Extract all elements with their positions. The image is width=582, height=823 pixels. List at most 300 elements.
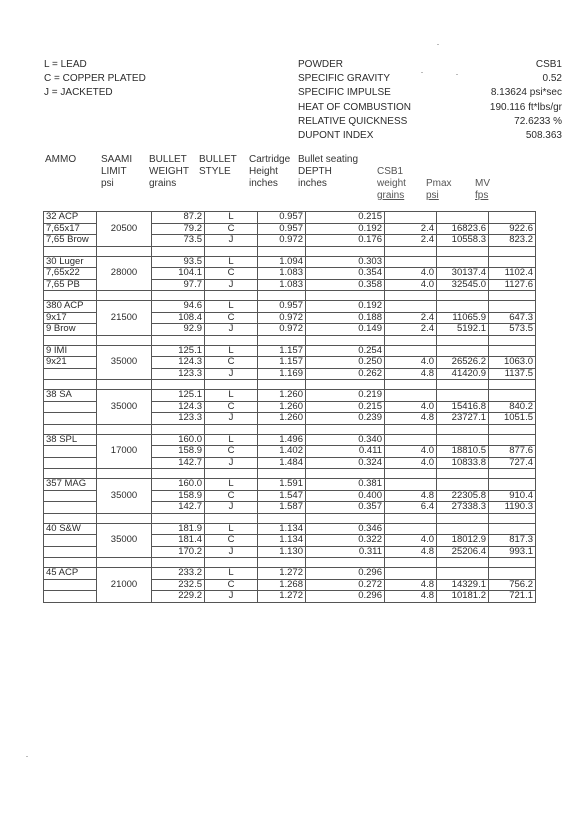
depth-cell: 0.296 (306, 568, 385, 580)
weight-cell: 97.7 (152, 279, 205, 291)
height-cell: 1.157 (258, 345, 306, 357)
ammo-cell: 9x21 (44, 357, 97, 369)
height-cell: 1.130 (258, 546, 306, 558)
ammo-cell: 380 ACP (44, 301, 97, 313)
ammo-cell (44, 413, 97, 425)
csb1-cell: 4.0 (385, 279, 437, 291)
saami-limit-cell (97, 523, 152, 535)
separator-cell (97, 291, 152, 301)
style-cell: J (205, 546, 258, 558)
specific-impulse-value: 8.13624 psi*sec (490, 87, 562, 99)
style-cell: L (205, 523, 258, 535)
depth-cell: 0.262 (306, 368, 385, 380)
specific-impulse-label: SPECIFIC IMPULSE (298, 87, 391, 99)
depth-cell: 0.176 (306, 235, 385, 247)
mv-cell: 727.4 (489, 457, 536, 469)
weight-cell: 160.0 (152, 479, 205, 491)
style-cell: C (205, 535, 258, 547)
table-row (44, 579, 536, 591)
pmax-cell (437, 479, 489, 491)
pmax-cell: 16823.6 (437, 223, 489, 235)
depth-cell: 0.219 (306, 390, 385, 402)
table-row (44, 212, 536, 224)
separator-cell (152, 380, 205, 390)
depth-cell: 0.149 (306, 324, 385, 336)
table-row (44, 401, 536, 413)
saami-limit-cell: 17000 (97, 446, 152, 458)
csb1-cell: 2.4 (385, 235, 437, 247)
separator-cell (437, 246, 489, 256)
csb1-cell: 4.8 (385, 546, 437, 558)
height-cell: 0.972 (258, 324, 306, 336)
separator-cell (489, 380, 536, 390)
weight-cell: 181.9 (152, 523, 205, 535)
ammo-cell: 9x17 (44, 312, 97, 324)
saami-limit-cell (97, 434, 152, 446)
ammo-cell: 7,65 Brow (44, 235, 97, 247)
saami-limit-cell: 35000 (97, 535, 152, 547)
header-csb1-line1: CSB1 (377, 166, 404, 177)
table-row (44, 301, 536, 313)
weight-cell: 181.4 (152, 535, 205, 547)
separator-cell (258, 246, 306, 256)
height-cell: 0.957 (258, 223, 306, 235)
depth-cell: 0.322 (306, 535, 385, 547)
specific-gravity-label: SPECIFIC GRAVITY (298, 73, 391, 85)
group-separator (44, 513, 536, 523)
ammo-cell: 40 S&W (44, 523, 97, 535)
mv-cell: 1051.5 (489, 413, 536, 425)
pmax-cell: 10181.2 (437, 591, 489, 603)
separator-cell (44, 469, 97, 479)
pmax-cell (437, 345, 489, 357)
header-pmax-line1: Pmax (426, 178, 452, 189)
weight-cell: 158.9 (152, 490, 205, 502)
separator-cell (205, 380, 258, 390)
separator-cell (489, 469, 536, 479)
csb1-cell (385, 434, 437, 446)
separator-cell (489, 335, 536, 345)
saami-limit-cell (97, 546, 152, 558)
mv-cell: 573.5 (489, 324, 536, 336)
style-cell: J (205, 324, 258, 336)
csb1-cell (385, 301, 437, 313)
csb1-cell: 4.0 (385, 457, 437, 469)
csb1-cell: 4.8 (385, 368, 437, 380)
table-row (44, 357, 536, 369)
depth-cell: 0.192 (306, 301, 385, 313)
pmax-cell: 18012.9 (437, 535, 489, 547)
saami-limit-cell: 21500 (97, 312, 152, 324)
separator-cell (97, 424, 152, 434)
table-row (44, 390, 536, 402)
separator-cell (385, 424, 437, 434)
style-cell: C (205, 446, 258, 458)
style-cell: C (205, 579, 258, 591)
header-seating-line2: DEPTH (298, 166, 332, 177)
table-row (44, 235, 536, 247)
csb1-cell: 4.8 (385, 591, 437, 603)
mv-cell (489, 301, 536, 313)
style-cell: C (205, 490, 258, 502)
weight-cell: 73.5 (152, 235, 205, 247)
saami-limit-cell: 21000 (97, 579, 152, 591)
style-cell: C (205, 268, 258, 280)
ammo-cell (44, 368, 97, 380)
mv-cell: 823.2 (489, 235, 536, 247)
height-cell: 1.169 (258, 368, 306, 380)
mv-cell: 756.2 (489, 579, 536, 591)
separator-cell (152, 469, 205, 479)
csb1-cell (385, 390, 437, 402)
pmax-cell: 32545.0 (437, 279, 489, 291)
pmax-cell (437, 256, 489, 268)
style-cell: J (205, 591, 258, 603)
ammo-cell (44, 502, 97, 514)
csb1-cell (385, 212, 437, 224)
pmax-cell (437, 434, 489, 446)
pmax-cell: 27338.3 (437, 502, 489, 514)
ammo-cell (44, 546, 97, 558)
header-bullet-weight-line1: BULLET (149, 154, 187, 165)
saami-limit-cell (97, 568, 152, 580)
legend (44, 58, 146, 100)
saami-limit-cell (97, 324, 152, 336)
height-cell: 1.496 (258, 434, 306, 446)
weight-cell: 92.9 (152, 324, 205, 336)
header-ammo: AMMO (45, 154, 77, 165)
csb1-cell: 2.4 (385, 223, 437, 235)
weight-cell: 79.2 (152, 223, 205, 235)
header-cartridge-height (249, 154, 290, 190)
depth-cell: 0.250 (306, 357, 385, 369)
table-row (44, 523, 536, 535)
style-cell: L (205, 345, 258, 357)
separator-cell (152, 246, 205, 256)
mv-cell: 1063.0 (489, 357, 536, 369)
separator-cell (44, 558, 97, 568)
weight-cell: 93.5 (152, 256, 205, 268)
header-cartridge-line3: inches (249, 178, 278, 189)
mv-cell (489, 568, 536, 580)
header-cartridge-line2: Height (249, 166, 278, 177)
header-saami-line2: LIMIT (101, 166, 127, 177)
weight-cell: 125.1 (152, 345, 205, 357)
separator-cell (385, 291, 437, 301)
header-pmax (426, 178, 452, 202)
ammo-cell (44, 457, 97, 469)
style-cell: L (205, 301, 258, 313)
powder-info-values (484, 58, 562, 143)
separator-cell (306, 380, 385, 390)
ammo-cell (44, 579, 97, 591)
separator-cell (205, 469, 258, 479)
header-bullet-weight-line2: WEIGHT (149, 166, 189, 177)
saami-limit-cell (97, 502, 152, 514)
table-row (44, 345, 536, 357)
table-row (44, 535, 536, 547)
weight-cell: 160.0 (152, 434, 205, 446)
dupont-index-label: DUPONT INDEX (298, 130, 374, 142)
separator-cell (205, 513, 258, 523)
height-cell: 0.957 (258, 301, 306, 313)
depth-cell: 0.254 (306, 345, 385, 357)
saami-limit-cell (97, 413, 152, 425)
separator-cell (97, 335, 152, 345)
weight-cell: 170.2 (152, 546, 205, 558)
ammo-cell: 32 ACP (44, 212, 97, 224)
separator-cell (489, 513, 536, 523)
pmax-cell: 10558.3 (437, 235, 489, 247)
separator-cell (44, 335, 97, 345)
saami-limit-cell (97, 390, 152, 402)
separator-cell (306, 335, 385, 345)
mv-cell (489, 212, 536, 224)
scan-speck (456, 74, 458, 75)
height-cell: 1.268 (258, 579, 306, 591)
separator-cell (437, 380, 489, 390)
mv-cell: 721.1 (489, 591, 536, 603)
separator-cell (152, 424, 205, 434)
table-row (44, 368, 536, 380)
separator-cell (44, 513, 97, 523)
mv-cell: 910.4 (489, 490, 536, 502)
table-row (44, 268, 536, 280)
mv-cell (489, 390, 536, 402)
separator-cell (258, 469, 306, 479)
pmax-cell: 23727.1 (437, 413, 489, 425)
header-mv-line1: MV (475, 178, 490, 189)
weight-cell: 158.9 (152, 446, 205, 458)
header-saami-line1: SAAMI (101, 154, 133, 165)
weight-cell: 94.6 (152, 301, 205, 313)
heat-of-combustion-label: HEAT OF COMBUSTION (298, 101, 411, 113)
scan-speck (26, 756, 28, 757)
height-cell: 0.972 (258, 312, 306, 324)
separator-cell (306, 513, 385, 523)
ammo-cell: 357 MAG (44, 479, 97, 491)
separator-cell (258, 558, 306, 568)
separator-cell (385, 335, 437, 345)
saami-limit-cell (97, 256, 152, 268)
saami-limit-cell (97, 235, 152, 247)
separator-cell (306, 558, 385, 568)
saami-limit-cell: 35000 (97, 490, 152, 502)
separator-cell (152, 291, 205, 301)
style-cell: L (205, 434, 258, 446)
weight-cell: 142.7 (152, 502, 205, 514)
height-cell: 1.547 (258, 490, 306, 502)
group-separator (44, 246, 536, 256)
weight-cell: 87.2 (152, 212, 205, 224)
weight-cell: 125.1 (152, 390, 205, 402)
separator-cell (97, 469, 152, 479)
mv-cell: 877.6 (489, 446, 536, 458)
header-seating-depth (298, 154, 358, 190)
style-cell: L (205, 390, 258, 402)
saami-limit-cell (97, 368, 152, 380)
height-cell: 1.260 (258, 413, 306, 425)
group-separator (44, 380, 536, 390)
relative-quickness-value: 72.6233 % (514, 115, 562, 127)
group-separator (44, 335, 536, 345)
height-cell: 1.094 (258, 256, 306, 268)
scan-speck (437, 44, 439, 45)
separator-cell (437, 469, 489, 479)
style-cell: C (205, 357, 258, 369)
mv-cell: 647.3 (489, 312, 536, 324)
header-csb1-line3: grains (377, 190, 405, 201)
ammo-cell (44, 490, 97, 502)
group-separator (44, 558, 536, 568)
weight-cell: 123.3 (152, 413, 205, 425)
separator-cell (97, 380, 152, 390)
csb1-cell (385, 523, 437, 535)
depth-cell: 0.357 (306, 502, 385, 514)
powder-info-labels (298, 58, 411, 143)
depth-cell: 0.400 (306, 490, 385, 502)
saami-limit-cell: 35000 (97, 401, 152, 413)
style-cell: L (205, 568, 258, 580)
weight-cell: 104.1 (152, 268, 205, 280)
separator-cell (385, 246, 437, 256)
separator-cell (258, 424, 306, 434)
separator-cell (97, 558, 152, 568)
weight-cell: 124.3 (152, 357, 205, 369)
weight-cell: 123.3 (152, 368, 205, 380)
separator-cell (97, 246, 152, 256)
dupont-index-value: 508.363 (525, 130, 562, 142)
mv-cell: 1137.5 (489, 368, 536, 380)
depth-cell: 0.239 (306, 413, 385, 425)
header-seating-line1: Bullet seating (298, 154, 359, 165)
pmax-cell: 25206.4 (437, 546, 489, 558)
separator-cell (489, 246, 536, 256)
mv-cell: 922.6 (489, 223, 536, 235)
saami-limit-cell (97, 212, 152, 224)
separator-cell (97, 513, 152, 523)
csb1-cell (385, 345, 437, 357)
separator-cell (306, 246, 385, 256)
pmax-cell (437, 301, 489, 313)
specific-gravity-value: 0.52 (542, 73, 562, 85)
separator-cell (152, 513, 205, 523)
depth-cell: 0.340 (306, 434, 385, 446)
height-cell: 1.402 (258, 446, 306, 458)
csb1-cell: 4.0 (385, 446, 437, 458)
separator-cell (385, 513, 437, 523)
style-cell: J (205, 235, 258, 247)
csb1-cell (385, 256, 437, 268)
weight-cell: 233.2 (152, 568, 205, 580)
mv-cell: 817.3 (489, 535, 536, 547)
depth-cell: 0.296 (306, 591, 385, 603)
depth-cell: 0.215 (306, 212, 385, 224)
pmax-cell (437, 568, 489, 580)
header-csb1-line2: weight (377, 178, 406, 189)
saami-limit-cell: 28000 (97, 268, 152, 280)
pmax-cell: 11065.9 (437, 312, 489, 324)
saami-limit-cell (97, 345, 152, 357)
height-cell: 1.134 (258, 535, 306, 547)
separator-cell (489, 558, 536, 568)
table-row (44, 324, 536, 336)
saami-limit-cell (97, 457, 152, 469)
table-row (44, 568, 536, 580)
depth-cell: 0.311 (306, 546, 385, 558)
table-row (44, 446, 536, 458)
separator-cell (306, 469, 385, 479)
table-row (44, 413, 536, 425)
separator-cell (385, 380, 437, 390)
group-separator (44, 291, 536, 301)
style-cell: C (205, 223, 258, 235)
table-row (44, 479, 536, 491)
style-cell: J (205, 368, 258, 380)
table-row (44, 434, 536, 446)
legend-copper-plated: C = COPPER PLATED (44, 73, 146, 84)
header-bullet-weight-line3: grains (149, 178, 177, 189)
heat-of-combustion-value: 190.116 ft*lbs/gr (489, 101, 562, 113)
pmax-cell (437, 212, 489, 224)
pmax-cell (437, 390, 489, 402)
separator-cell (152, 335, 205, 345)
header-mv (475, 178, 490, 202)
table-row (44, 256, 536, 268)
style-cell: J (205, 457, 258, 469)
saami-limit-cell: 35000 (97, 357, 152, 369)
separator-cell (437, 291, 489, 301)
separator-cell (437, 558, 489, 568)
table-row (44, 591, 536, 603)
mv-cell (489, 345, 536, 357)
separator-cell (205, 291, 258, 301)
header-bullet-style-line1: BULLET (199, 154, 237, 165)
separator-cell (205, 335, 258, 345)
style-cell: J (205, 413, 258, 425)
powder-label: POWDER (298, 59, 343, 70)
pmax-cell (437, 523, 489, 535)
csb1-cell: 6.4 (385, 502, 437, 514)
table-row (44, 279, 536, 291)
saami-limit-cell: 20500 (97, 223, 152, 235)
style-cell: L (205, 256, 258, 268)
separator-cell (258, 513, 306, 523)
ammo-cell: 38 SA (44, 390, 97, 402)
depth-cell: 0.324 (306, 457, 385, 469)
style-cell: C (205, 312, 258, 324)
separator-cell (44, 291, 97, 301)
pmax-cell: 15416.8 (437, 401, 489, 413)
header-pmax-line2: psi (426, 190, 439, 201)
table-row (44, 546, 536, 558)
ammo-cell (44, 401, 97, 413)
csb1-cell: 4.8 (385, 413, 437, 425)
ammo-cell: 9 IMI (44, 345, 97, 357)
csb1-cell: 4.8 (385, 579, 437, 591)
weight-cell: 232.5 (152, 579, 205, 591)
header-cartridge-line1: Cartridge (249, 154, 291, 165)
legend-jacketed: J = JACKETED (44, 87, 113, 98)
header-bullet-style-line2: STYLE (199, 166, 231, 177)
csb1-cell: 4.8 (385, 490, 437, 502)
saami-limit-cell (97, 279, 152, 291)
mv-cell: 840.2 (489, 401, 536, 413)
separator-cell (44, 246, 97, 256)
depth-cell: 0.358 (306, 279, 385, 291)
separator-cell (489, 291, 536, 301)
height-cell: 1.083 (258, 279, 306, 291)
